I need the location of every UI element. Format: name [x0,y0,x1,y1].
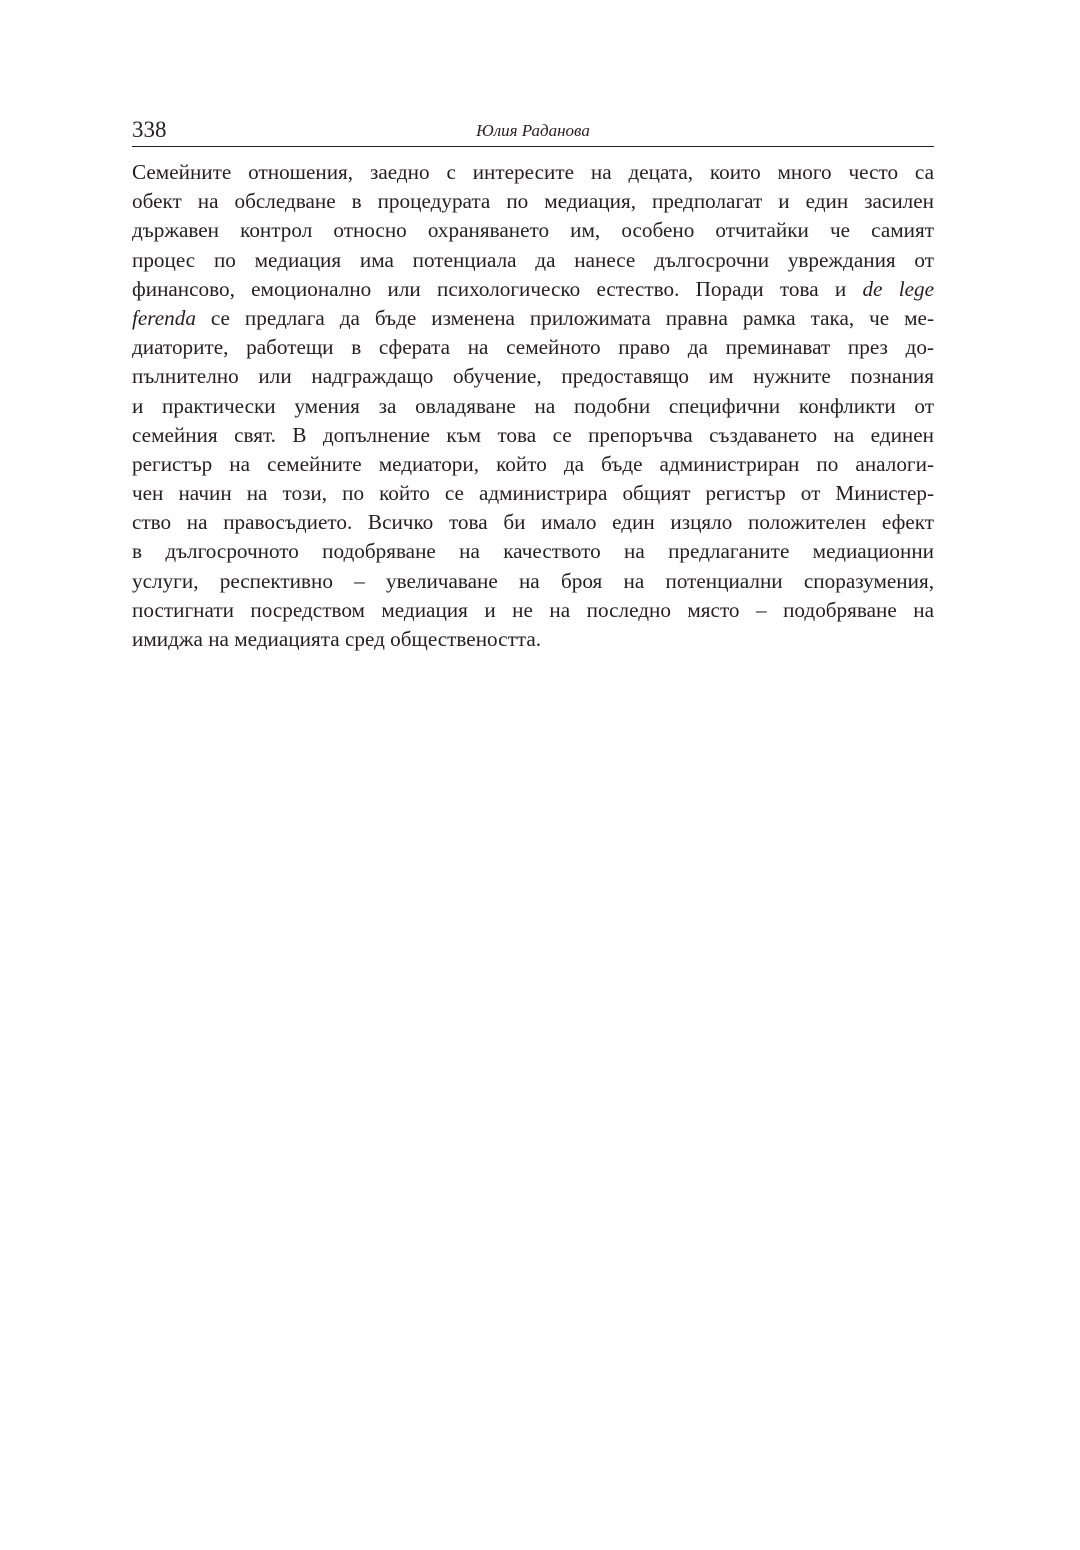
paragraph-line: чен начин на този, по който се администрира общият регистър от Министер- [132,481,934,506]
paragraph-line: услуги, респективно – увеличаване на броя на потенциални споразумения, [132,568,934,593]
paragraph-line: ство на правосъдието. Всичко това би имало един изцяло положителен ефект [132,510,934,535]
paragraph-line: пълнително или надграждащо обучение, предоставящо им нужните познания [132,364,934,389]
paragraph-line: Семейните отношения, заедно с интересите на децата, които много често са [132,160,934,184]
paragraph-line: държавен контрол относно охраняването им, особено отчитайки че самият [132,218,934,243]
paragraph-line: процес по медиация има потенциала да нанесе дългосрочни увреждания от [132,247,934,272]
running-head-author: Юлия Раданова [476,121,590,140]
paragraph-line: диаторите, работещи в сферата на семейното право да преминават през до- [132,335,934,360]
paragraph-line: имиджа на медиацията сред обществеността. [132,627,542,651]
paragraph-line: обект на обследване в процедурата по медиация, предполагат и един засилен [132,189,934,214]
paragraph-line: постигнати посредством медиация и не на последно място – подобряване на [132,597,934,622]
paragraph-line: семейния свят. В допълнение към това се препоръчва създаването на единен [132,422,934,447]
paragraph-line: регистър на семейните медиатори, който да бъде администриран по аналоги- [132,451,934,476]
latin-phrase: ferenda [132,305,196,330]
page-number: 338 [132,117,167,142]
body-paragraph [132,158,934,654]
paragraph-line: и практически умения за овладяване на подобни специфични конфликти от [132,393,934,418]
line-text: се предлага да бъде изменена приложимата правна рамка така, че ме- [195,305,934,330]
line-text: финансово, емоционално или психологическо естество. Поради това и [132,276,863,301]
running-header [132,114,934,147]
paragraph-line: в дългосрочното подобряване на качеството на предлаганите медиационни [132,539,934,564]
latin-phrase: de lege [862,276,934,301]
paragraph-line [132,275,934,304]
paragraph-line [132,304,934,333]
